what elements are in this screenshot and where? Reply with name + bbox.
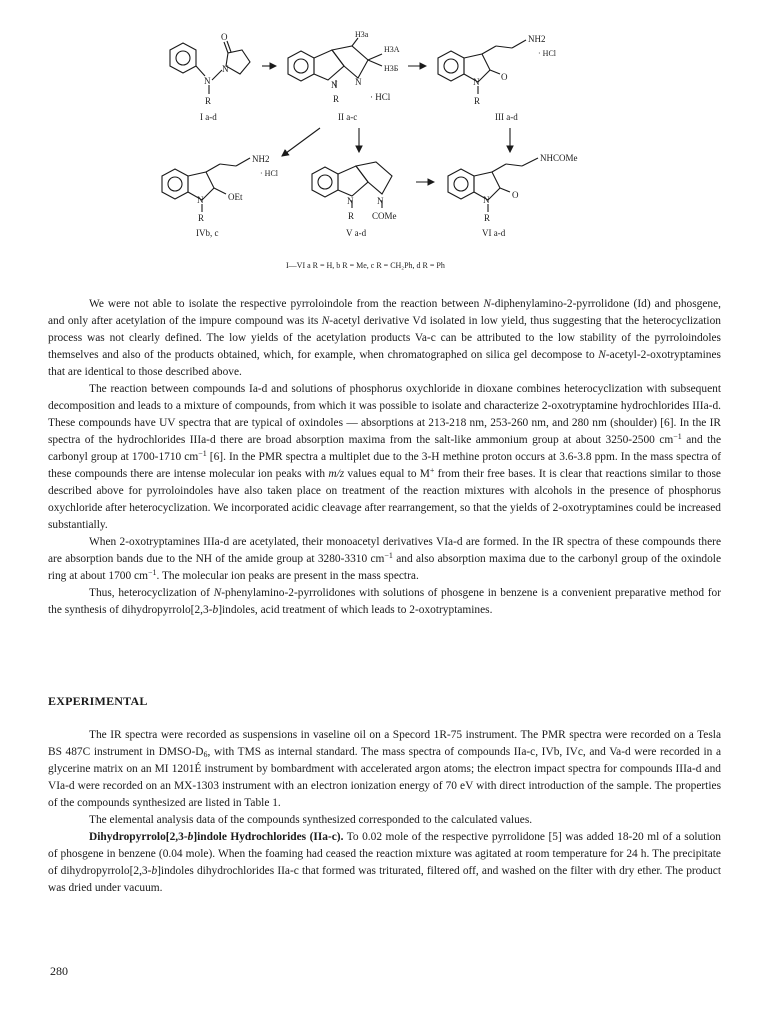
scheme-caption: I—VI a R = H, b R = Me, c R = CH₂Ph, d R = Ph xyxy=(286,261,445,270)
compound-III-HCl: · HCl xyxy=(538,49,556,58)
compound-II-R: R xyxy=(333,94,340,104)
compound-II-label: II a-c xyxy=(338,112,358,122)
compound-IV-HCl: · HCl xyxy=(260,169,278,178)
reaction-scheme xyxy=(150,28,630,278)
compound-I-N-atom: N xyxy=(204,76,211,86)
compound-IV-NH2: NH2 xyxy=(252,154,270,164)
paragraph-2: The reaction between compounds Ia-d and solutions of phosphorus oxychloride in dioxane combines heterocyclization with subsequent decomposition and leads to a mixture of compounds, from which it was possible to isolate and characterize 2-oxotryptamine hydrochlorides IIIa-d. These compounds have UV spectra that are typical of oxindoles — absorptions at 213-218 nm, 253-260 nm, and 280 nm (shoulder) [6]. In the IR spectra of the hydrochlorides IIIa-d there are broad absorption maxima from the salt-like ammonium group at about 3250-2500 $cm^{-1}$ and the carbonyl group at 1700-1710 $cm^{-1}$ [6]. In the PMR spectra a multiplet due to the 3-H methine proton occurs at 3.6-3.8 ppm. In the mass spectra of these compounds there are intense molecular ion peaks with m/z values equal to M+ from their free bases. It is clear that reactions similar to those described above for pyrroloindoles have also taken place on treatment of the reaction mixtures with alcohols in the presence of phosphorus oxychloride after heterocyclization. We incorporated acidic cleavage after rearrangement, so that the yields of 2-oxotryptamines could be increased substantially. xyxy=(48,383,721,531)
compound-II-N8: N xyxy=(355,77,362,87)
experimental-section xyxy=(48,727,721,897)
compound-IV-OEt: OEt xyxy=(228,192,243,202)
arrow-II-to-IV xyxy=(282,128,320,156)
compound-II-H3A: H3A xyxy=(384,45,400,54)
compound-VI-N: N xyxy=(483,195,490,205)
compound-III-R: R xyxy=(474,96,481,106)
compound-VI-O: O xyxy=(512,190,519,200)
compound-I-label: I a-d xyxy=(200,112,217,122)
compound-V-COMe: COMe xyxy=(372,211,397,221)
compound-III-N: N xyxy=(473,77,480,87)
compound-V-R: R xyxy=(348,211,355,221)
results-section xyxy=(48,296,721,619)
compound-II-H3B: H3Б xyxy=(384,64,399,73)
compound-III-label: III a-d xyxy=(495,112,518,122)
compound-IV-R: R xyxy=(198,213,205,223)
compound-IV-N: N xyxy=(197,195,204,205)
compound-VI-NHCOMe: NHCOMe xyxy=(540,153,578,163)
experimental-paragraph-2: The elemental analysis data of the compounds synthesized corresponded to the calculated values. xyxy=(89,814,533,826)
compound-V-structure xyxy=(312,162,397,221)
paragraph-4: Thus, heterocyclization of N-phenylamino-2-pyrrolidones with solutions of phosgene in benzene is a convenient preparative method for the synthesis of dihydropyrrolo[2,3-b]indoles, acid treatment of which leads to 2-oxotryptamines. xyxy=(48,587,721,616)
compound-I-O: O xyxy=(221,32,228,42)
compound-V-N8: N xyxy=(377,196,384,206)
compound-III-O: O xyxy=(501,72,508,82)
compound-II-N1: N xyxy=(331,80,338,90)
paragraph-3: When 2-oxotryptamines IIIa-d are acetylated, their monoacetyl derivatives VIa-d are formed. In the IR spectra of these compounds there are absorption bands due to the NH of the amide group at 3280-3310 $cm^{-1}$ and also absorption maxima due to the carbonyl group of the oxindole ring at about 1700 $cm^{-1}$. The molecular ion peaks are present in the mass spectra. xyxy=(48,536,721,582)
compound-IV-label: IVb, c xyxy=(196,228,219,238)
paragraph-1: We were not able to isolate the respective pyrroloindole from the reaction between N-diphenylamino-2-pyrrolidone (Id) and phosgene, and only after acetylation of the impure compound was its N-acetyl derivative Vd isolated in low yield, thus suggesting that the heterocyclization process was not clearly defined. The low yields of the acetylation products Va-c can be attributed to the low stability of the pyrroloindoles themselves and also of the products obtained, which, for example, when chromatographed on silica gel decompose to N-acetyl-2-oxotryptamines that are identical to those described above. xyxy=(48,298,721,378)
compound-V-label: V a-d xyxy=(346,228,367,238)
compound-I-N-ring: N xyxy=(222,64,229,74)
experimental-paragraph-1: The IR spectra were recorded as suspensions in vaseline oil on a Specord 1R-75 instrument. The PMR spectra were recorded on a Tesla BS 487C instrument in DMSO-$D_6$, with TMS as internal standard. The mass spectra of compounds IIa-c, IVb, IVc, and Va-d were recorded in a glycerine matrix on an MI 1201É instrument by bombardment with accelerated argon atoms; the electron impact spectra for compounds IIIa-d and VIa-d were recorded on an MX-1303 instrument with an electron ionization energy of 70 eV with direct introduction of the sample. The properties of the compounds synthesized are listed in Table 1. xyxy=(48,729,721,809)
compound-II-H3a: H3a xyxy=(355,30,369,39)
compound-II-structure xyxy=(288,30,400,104)
compound-IV-structure xyxy=(162,154,279,223)
compound-III-NH2: NH2 xyxy=(528,34,546,44)
compound-III-structure xyxy=(438,34,557,106)
compound-V-N1: N xyxy=(347,196,354,206)
experimental-paragraph-3: Dihydropyrrolo[2,3-b]indole Hydrochlorides (IIa-c). To 0.02 mole of the respective pyrrolidone [5] was added 18-20 ml of a solution of phosgene in benzene (0.04 mole). When the foaming had ceased the reaction mixture was agitated at room temperature for 24 h. The precipitate of dihydropyrrolo[2,3-b]indoles dihydrochlorides IIa-c that formed was triturated, filtered off, and washed on the filter with dry ether. The product was dried under vacuum. xyxy=(48,831,721,894)
page-number: 280 xyxy=(50,964,68,978)
compound-I-structure xyxy=(170,32,250,106)
compound-VI-R: R xyxy=(484,213,491,223)
compound-I-R: R xyxy=(205,96,212,106)
compound-VI-structure xyxy=(448,153,578,223)
compound-II-HCl: · HCl xyxy=(370,92,391,102)
experimental-heading: EXPERIMENTAL xyxy=(48,694,148,708)
compound-VI-label: VI a-d xyxy=(482,228,506,238)
